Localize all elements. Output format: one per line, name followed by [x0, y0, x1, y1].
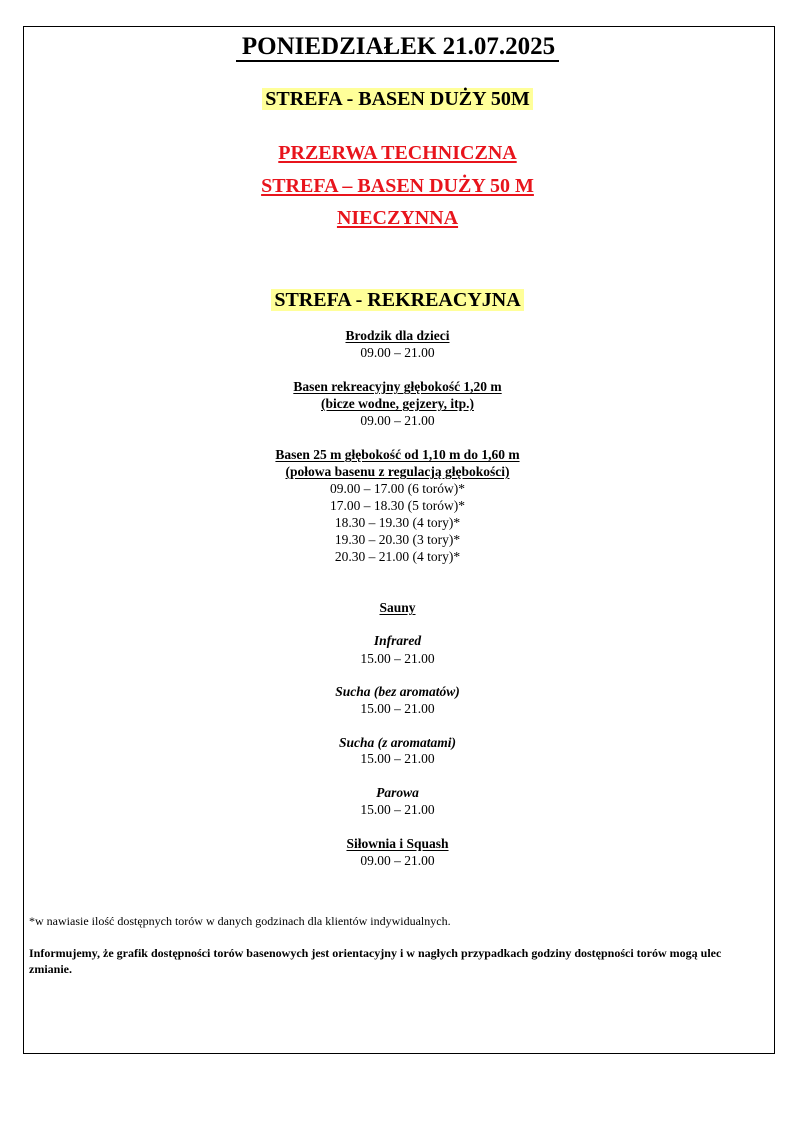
- disclaimer: Informujemy, że grafik dostępności torów basenowych jest orientacyjny i w nagłych przypadkach godziny dostępności torów mogą ulec zmianie.: [29, 946, 722, 976]
- recreation-pool-title-text: Basen rekreacyjny głębokość 1,20 m: [293, 379, 502, 394]
- saunas-title: [0, 599, 795, 616]
- sauna-name: Infrared: [373, 633, 422, 648]
- sauna-hours: 15.00 – 21.00: [360, 651, 435, 666]
- zone-heading-recreation-text: STREFA - REKREACYJNA: [271, 289, 523, 311]
- pool-25m-title: [0, 446, 795, 463]
- footnote: *w nawiasie ilość dostępnych torów w danych godzinach dla klientów indywidualnych.: [29, 914, 451, 928]
- recreation-pool-title: [0, 378, 795, 395]
- pool-25m-slot: 17.00 – 18.30 (5 torów)*: [330, 498, 465, 513]
- kids-pool-title: [0, 327, 795, 344]
- recreation-pool-hours: 09.00 – 21.00: [360, 413, 435, 428]
- sauna-name: Sucha (z aromatami): [338, 735, 457, 750]
- zone-heading-big-pool-text: STREFA - BASEN DUŻY 50M: [262, 88, 532, 110]
- pool-25m-slot: 09.00 – 17.00 (6 torów)*: [330, 481, 465, 496]
- sauna-name: Parowa: [376, 785, 419, 800]
- recreation-pool-subtitle: [0, 395, 795, 412]
- alert-line-3: [0, 202, 795, 234]
- pool-25m-subtitle: [0, 463, 795, 480]
- pool-25m-subtitle-text: (połowa basenu z regulacją głębokości): [285, 464, 510, 479]
- pool-25m-title-text: Basen 25 m głębokość od 1,10 m do 1,60 m: [275, 447, 520, 462]
- kids-pool-title-text: Brodzik dla dzieci: [345, 328, 450, 343]
- gym-squash-hours: 09.00 – 21.00: [360, 853, 435, 868]
- zone-heading-recreation: [0, 287, 795, 313]
- pool-25m-slot: 18.30 – 19.30 (4 tory)*: [334, 515, 461, 530]
- sauna-hours: 15.00 – 21.00: [360, 802, 435, 817]
- alert-line-1: [0, 137, 795, 169]
- page-title-text: PONIEDZIAŁEK 21.07.2025: [236, 33, 559, 62]
- sauna-hours: 15.00 – 21.00: [360, 751, 435, 766]
- gym-squash-title-text: Siłownia i Squash: [346, 836, 449, 851]
- saunas-title-text: Sauny: [379, 600, 416, 615]
- page-title: [0, 32, 795, 62]
- kids-pool-hours: 09.00 – 21.00: [360, 345, 435, 360]
- zone-heading-big-pool: [0, 86, 795, 112]
- alert-text-3: NIECZYNNA: [336, 207, 459, 229]
- alert-text-2: STREFA – BASEN DUŻY 50 M: [261, 175, 534, 197]
- pool-25m-slot: 19.30 – 20.30 (3 tory)*: [334, 532, 461, 547]
- alert-line-2: [0, 170, 795, 202]
- alert-text-1: PRZERWA TECHNICZNA: [278, 142, 517, 164]
- gym-squash-title: [0, 835, 795, 852]
- pool-25m-slot: 20.30 – 21.00 (4 tory)*: [334, 549, 461, 564]
- sauna-hours: 15.00 – 21.00: [360, 701, 435, 716]
- recreation-pool-subtitle-text: (bicze wodne, gejzery, itp.): [321, 396, 474, 411]
- sauna-name: Sucha (bez aromatów): [335, 684, 460, 699]
